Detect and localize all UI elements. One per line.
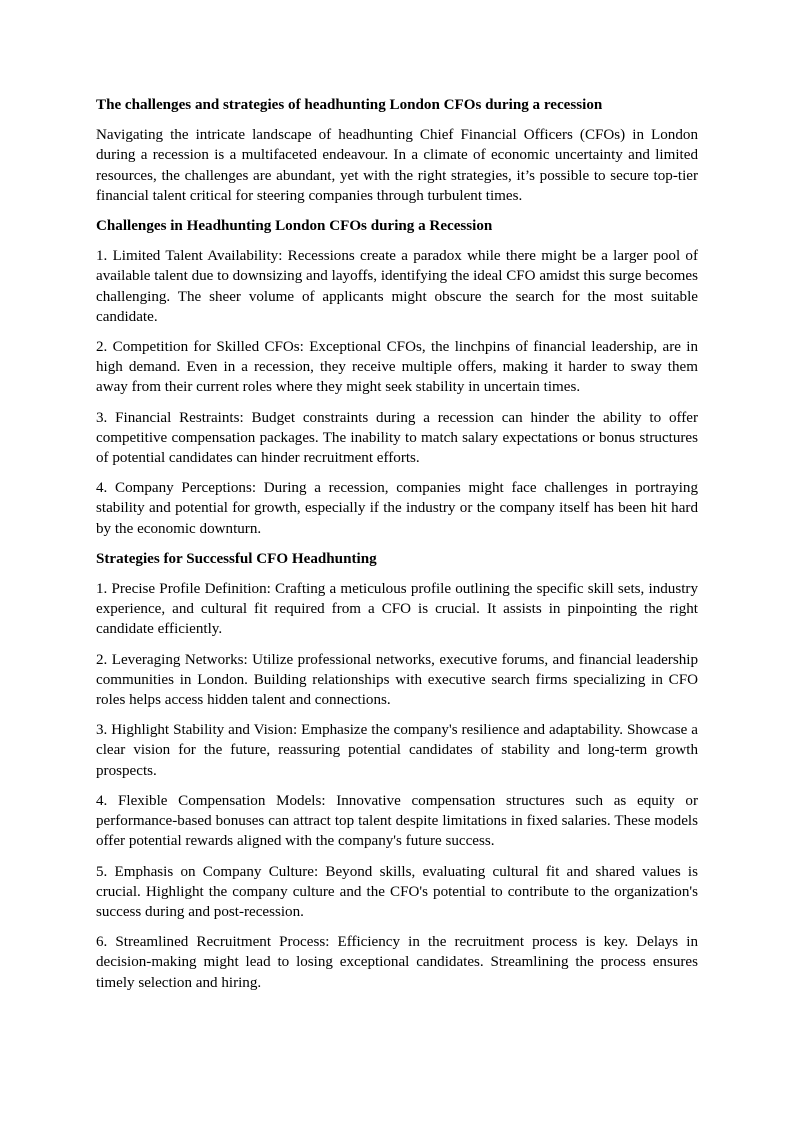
strategy-item: 6. Streamlined Recruitment Process: Efficiency in the recruitment process is key. Delays in decision-making might lead to losing exceptional candidates. Streamlining the process ensures timely selection and hiring. [96,934,698,991]
strategy-item: 5. Emphasis on Company Culture: Beyond skills, evaluating cultural fit and shared values is crucial. Highlight the company culture and the CFO's potential to contribute to the organization's success during and post-recession. [96,863,698,920]
intro-paragraph: Navigating the intricate landscape of headhunting Chief Financial Officers (CFOs) in London during a recession is a multifaceted endeavour. In a climate of economic uncertainty and limited resources, the challenges are abundant, yet with the right strategies, it’s possible to secure top-tier financial talent critical for steering companies through turbulent times. [96,127,698,204]
document-title: The challenges and strategies of headhunting London CFOs during a recession [96,97,603,113]
strategy-item: 1. Precise Profile Definition: Crafting a meticulous profile outlining the specific skill sets, industry experience, and cultural fit required from a CFO is crucial. It assists in pinpointing the right candidate efficiently. [96,581,698,638]
strategy-item: 4. Flexible Compensation Models: Innovative compensation structures such as equity or performance-based bonuses can attract top talent despite limitations in fixed salaries. These models offer potential rewards aligned with the company's future success. [96,792,698,850]
challenges-heading: Challenges in Headhunting London CFOs during a Recession [96,218,493,235]
challenge-item: 4. Company Perceptions: During a recession, companies might face challenges in portraying stability and potential for growth, especially if the industry or the company itself has been hit hard by the economic downturn. [96,480,698,537]
document-page [96,95,698,1003]
strategy-item: 2. Leveraging Networks: Utilize professional networks, executive forums, and financial leadership communities in London. Building relationships with executive search firms specializing in CFO roles helps access hidden talent and connections. [96,651,698,709]
strategy-item: 3. Highlight Stability and Vision: Emphasize the company's resilience and adaptability. Showcase a clear vision for the future, reassuring potential candidates of stability and long-term growth prospects. [96,722,698,779]
challenge-item: 3. Financial Restraints: Budget constraints during a recession can hinder the ability to offer competitive compensation packages. The inability to match salary expectations or bonus structures of potential candidates can hinder recruitment efforts. [96,409,698,467]
challenge-item: 2. Competition for Skilled CFOs: Exceptional CFOs, the linchpins of financial leadership, are in high demand. Even in a recession, they receive multiple offers, making it harder to sway them away from their current roles where they might seek stability in uncertain times. [96,339,698,396]
strategies-heading: Strategies for Successful CFO Headhunting [96,550,377,567]
challenge-item: 1. Limited Talent Availability: Recessions create a paradox while there might be a larger pool of available talent due to downsizing and layoffs, identifying the ideal CFO amidst this surge becomes challenging. The sheer volume of applicants might obscure the search for the most suitable candidate. [96,248,698,325]
